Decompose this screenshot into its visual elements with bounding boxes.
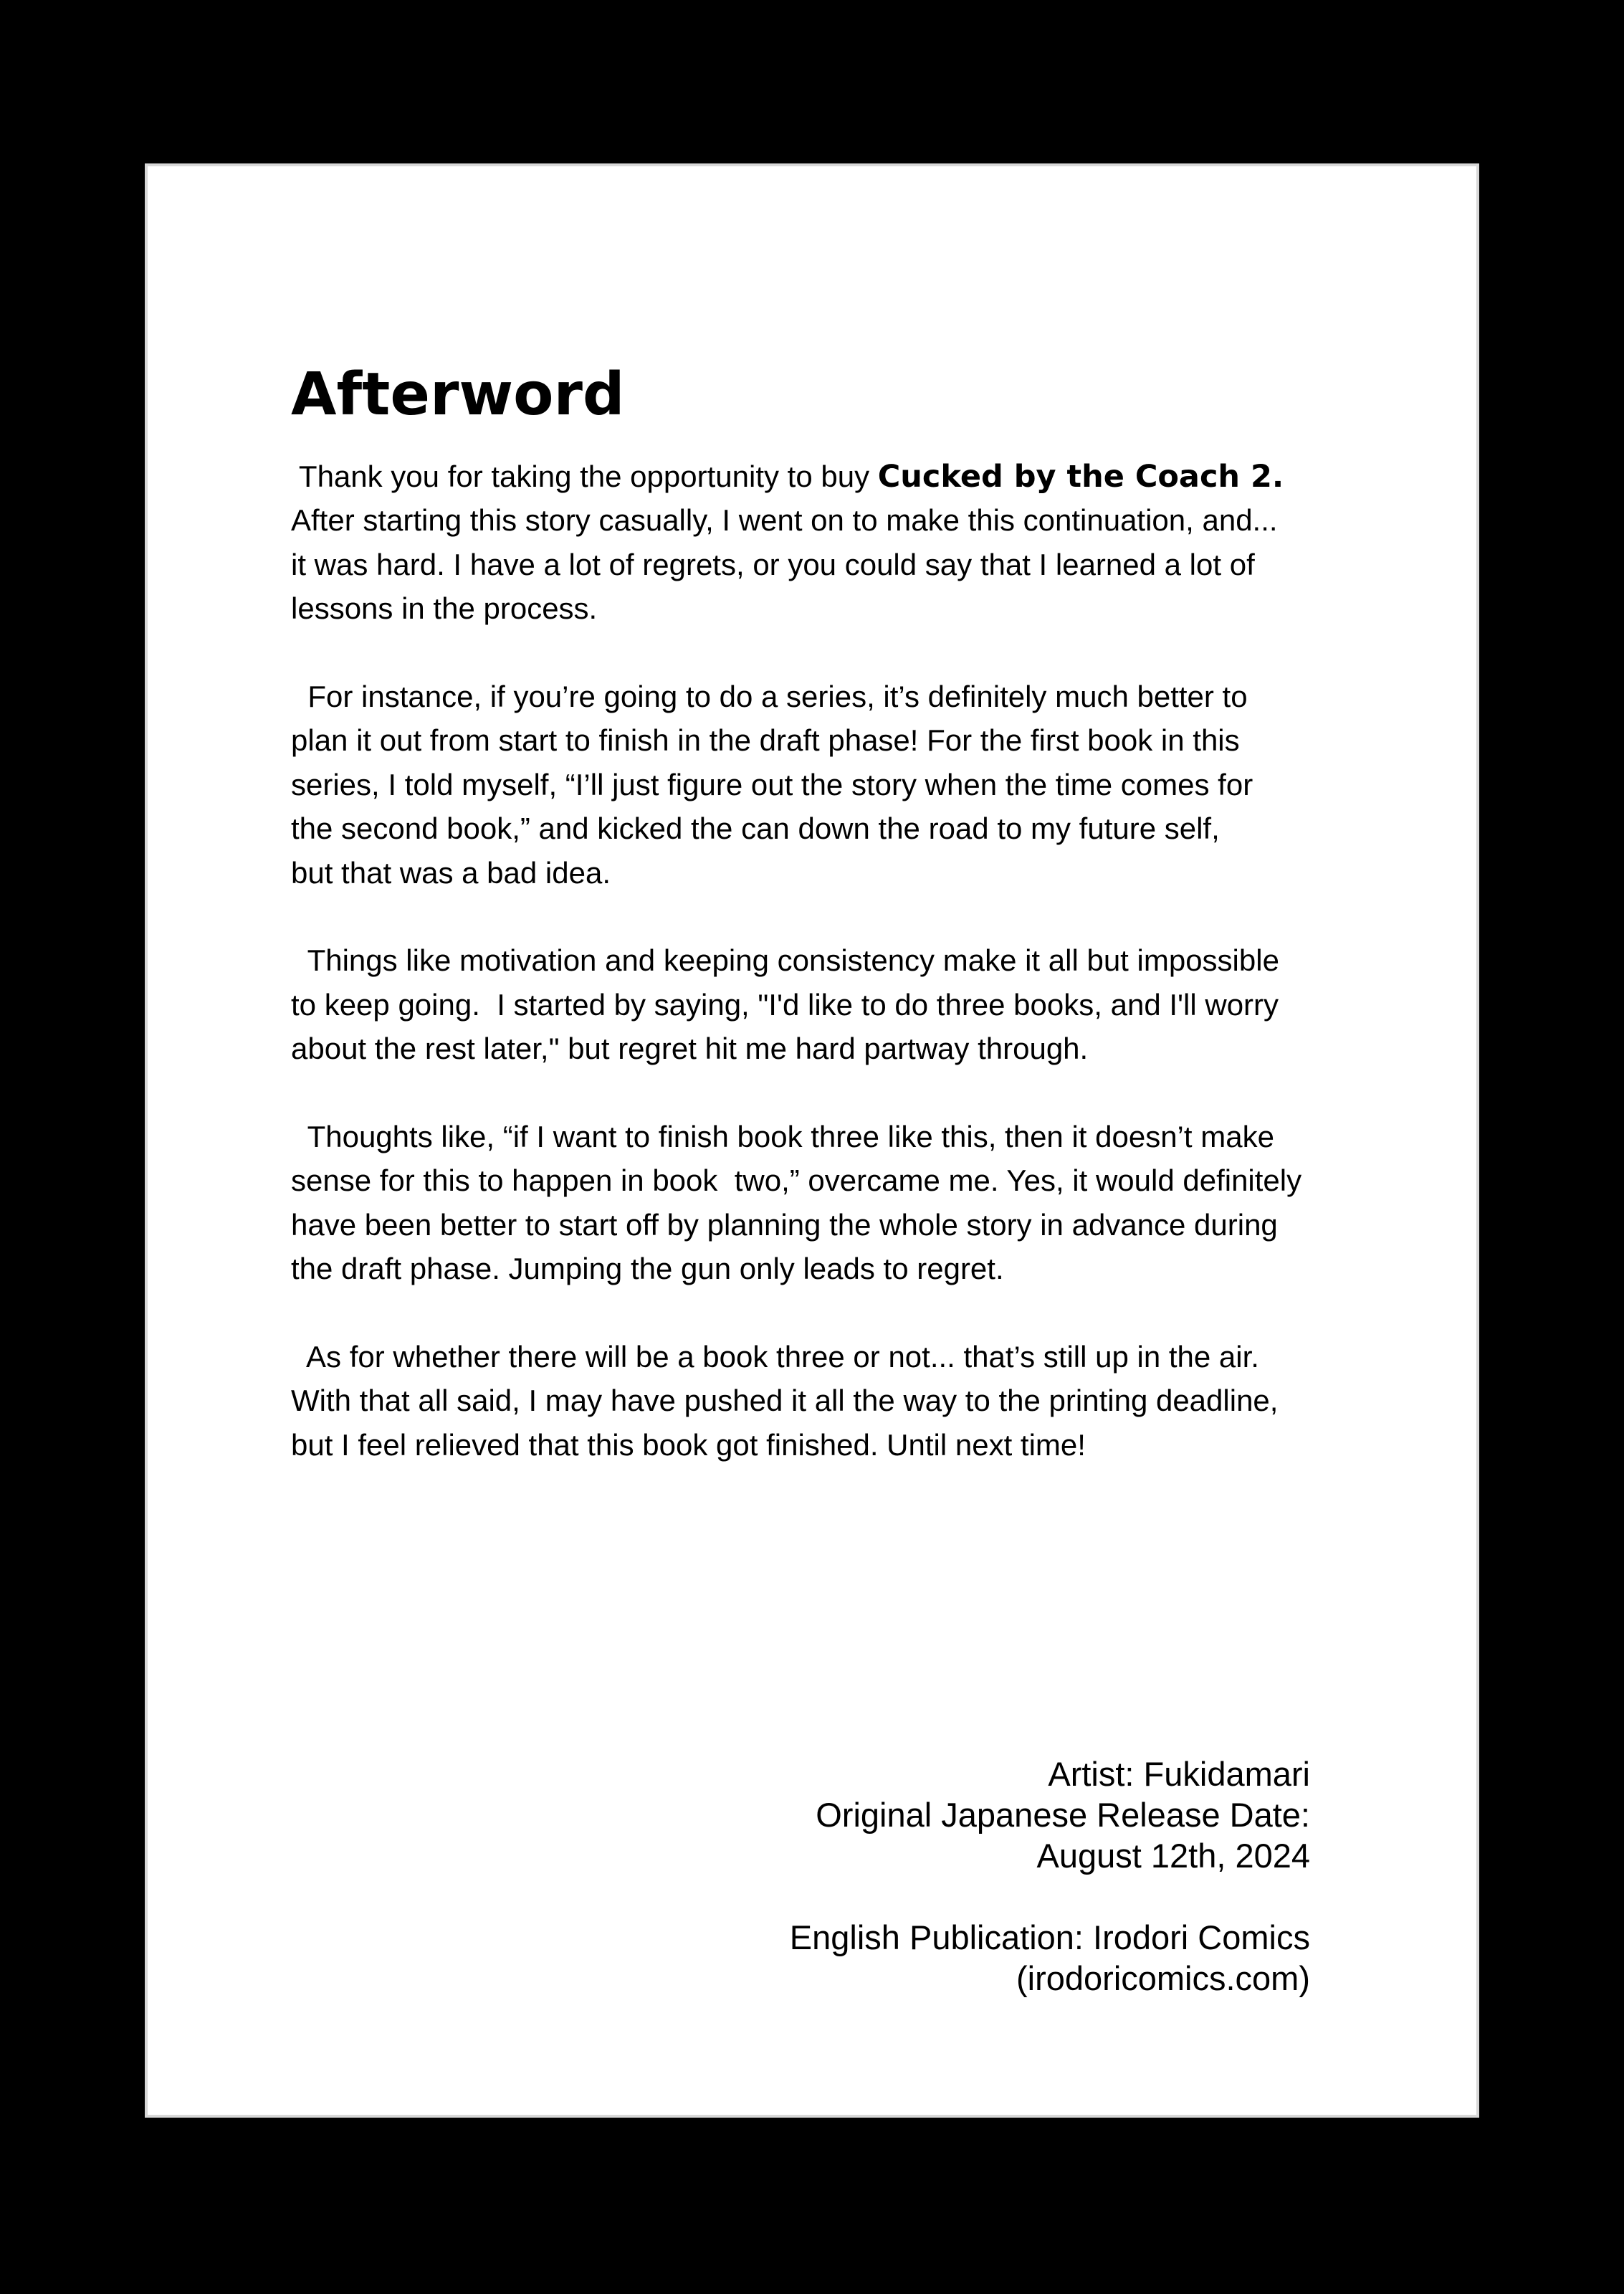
page-title: Afterword — [291, 361, 625, 429]
paragraph-spacer — [291, 895, 1438, 938]
book-title: Cucked by the Coach 2. — [877, 459, 1284, 495]
credit-website: (irodoricomics.com) — [1016, 1959, 1310, 1997]
paragraph-line: have been better to start off by planning the whole story in advance during — [291, 1207, 1278, 1242]
paragraph-line: Thoughts like, “if I want to finish book three like this, then it doesn’t make — [291, 1119, 1274, 1153]
paragraph-spacer — [291, 1070, 1438, 1114]
paragraph — [291, 1115, 1438, 1291]
credit-release-label: Original Japanese Release Date: — [816, 1796, 1310, 1834]
credit-artist: Artist: Fukidamari — [1048, 1755, 1310, 1793]
document-page — [145, 163, 1479, 2118]
paragraph-spacer — [291, 631, 1438, 675]
credits-block — [790, 1753, 1310, 1999]
paragraph-line: but that was a bad idea. — [291, 855, 611, 890]
paragraph-line: the second book,” and kicked the can down the road to my future self, — [291, 812, 1220, 846]
paragraph-spacer — [291, 1290, 1438, 1334]
paragraph-line: the draft phase. Jumping the gun only leads to regret. — [291, 1252, 1004, 1286]
paragraph-line — [291, 454, 1438, 498]
paragraph-line: lessons in the process. — [291, 591, 598, 626]
credits-spacer — [790, 1876, 1310, 1917]
paragraph-line-lead: Thank you for taking the opportunity to buy — [291, 460, 878, 493]
paragraph — [291, 675, 1438, 895]
paragraph-line: For instance, if you’re going to do a series, it’s definitely much better to — [291, 679, 1248, 713]
paragraph-line: but I feel relieved that this book got finished. Until next time! — [291, 1427, 1086, 1462]
paragraph-line: Things like motivation and keeping consistency make it all but impossible — [291, 943, 1279, 978]
paragraph — [291, 938, 1438, 1070]
paragraph-line: With that all said, I may have pushed it all the way to the printing deadline, — [291, 1384, 1279, 1418]
paragraph — [291, 1335, 1438, 1467]
credit-release-date: August 12th, 2024 — [1036, 1837, 1310, 1875]
paragraph-line: it was hard. I have a lot of regrets, or you could say that I learned a lot of — [291, 547, 1255, 581]
paragraph-line: sense for this to happen in book two,” overcame me. Yes, it would definitely — [291, 1163, 1302, 1198]
paragraph-line: As for whether there will be a book three or not... that’s still up in the air. — [291, 1339, 1259, 1374]
paragraph-line: to keep going. I started by saying, "I'd like to do three books, and I'll worry — [291, 987, 1279, 1022]
paragraph-line: about the rest later," but regret hit me hard partway through. — [291, 1032, 1089, 1066]
paragraph-line: plan it out from start to finish in the draft phase! For the first book in this — [291, 723, 1240, 758]
credit-publication: English Publication: Irodori Comics — [789, 1918, 1310, 1956]
paragraph — [291, 454, 1438, 631]
paragraph-line: After starting this story casually, I went on to make this continuation, and... — [291, 503, 1278, 538]
afterword-body — [291, 454, 1438, 1467]
paragraph-line: series, I told myself, “I’ll just figure out the story when the time comes for — [291, 767, 1253, 801]
